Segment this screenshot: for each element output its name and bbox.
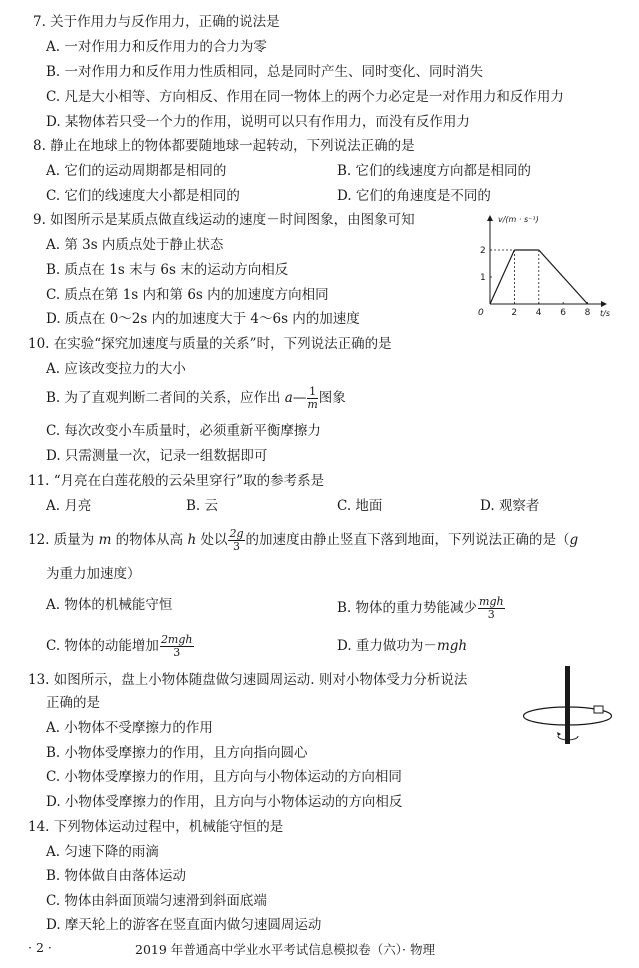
x-tick-label: 4: [535, 308, 542, 318]
q12-acceleration-fraction: $\frac{2g}{3}$: [229, 527, 244, 553]
rotating-disc-figure: [518, 664, 618, 754]
small-block: [594, 706, 603, 713]
q10-option-c: C. 每次改变小车质量时，必须重新平衡摩擦力: [46, 423, 321, 439]
q14-stem: 14. 下列物体运动过程中，机械能守恒的是: [28, 819, 284, 835]
q8-option-d: D. 它们的角速度是不同的: [337, 188, 491, 204]
q11-option-a: A. 月亮: [46, 498, 92, 514]
y-axis-label: v/(m · s⁻¹): [498, 215, 539, 224]
q7-option-b: B. 一对作用力和反作用力性质相同，总是同时产生、同时变化、同时消失: [46, 64, 484, 80]
rotation-arrowhead-icon: [557, 732, 561, 736]
q13-option-c: C. 小物体受摩擦力的作用，且方向与小物体运动的方向相同: [46, 769, 402, 785]
q11-option-c: C. 地面: [337, 498, 383, 514]
q10-option-b: [46, 386, 346, 411]
q10-option-d: D. 只需测量一次，记录一组数据即可: [46, 448, 268, 464]
q12-option-d: D. 重力做功为－mgh: [337, 638, 468, 654]
q13-option-d: D. 小物体受摩擦力的作用，且方向与小物体运动的方向相反: [46, 794, 403, 810]
q12-b-fraction: $\frac{\text{mgh}}{3}$: [479, 595, 504, 621]
shaft: [565, 666, 570, 744]
x-tick-label: 6: [560, 308, 566, 318]
q10-fraction: $\frac{1}{m}$: [307, 385, 318, 411]
q10-option-a: A. 应该改变拉力的大小: [46, 361, 186, 377]
q14-option-b: B. 物体做自由落体运动: [46, 868, 187, 884]
q13-option-a: A. 小物体不受摩擦力的作用: [46, 720, 213, 736]
q7-option-a: A. 一对作用力和反作用力的合力为零: [46, 39, 267, 55]
x-tick-label: 2: [511, 308, 518, 318]
q13-stem-line2: 正确的是: [46, 695, 100, 711]
q9-option-c: C. 质点在第 1s 内和第 6s 内的加速度方向相同: [46, 287, 329, 303]
q9-stem: 9. 如图所示是某质点做直线运动的速度－时间图象，由图象可知: [33, 212, 415, 228]
q14-option-c: C. 物体由斜面顶端匀速滑到斜面底端: [46, 893, 267, 909]
q13-stem: 13. 如图所示，盘上小物体随盘做匀速圆周运动. 则对小物体受力分析说法: [28, 672, 468, 688]
q9-option-a: A. 第 3s 内质点处于静止状态: [46, 237, 224, 253]
q8-stem: 8. 静止在地球上的物体都要随地球一起转动，下列说法正确的是: [33, 138, 415, 154]
series-segment: [490, 250, 514, 304]
q7-option-c: C. 凡是大小相等、方向相反、作用在同一物体上的两个力必定是一对作用力和反作用力: [46, 89, 564, 105]
q10-stem: 10. 在实验“探究加速度与质量的关系”时，下列说法正确的是: [28, 336, 392, 352]
q10-dash: —: [292, 390, 307, 406]
q14-option-d: D. 摩天轮上的游客在竖直面内做匀速圆周运动: [46, 917, 322, 933]
q12-c-fraction: $\frac{\text{2mgh}}{3}$: [160, 633, 193, 659]
page-number: · 2 ·: [28, 940, 52, 955]
q9-option-b: B. 质点在 1s 末与 6s 末的运动方向相反: [46, 262, 289, 278]
y-tick-label: 2: [480, 246, 486, 256]
q10-var-a: a: [284, 390, 293, 406]
q12-stem-line2: 为重力加速度）: [46, 566, 141, 582]
q11-option-d: D. 观察者: [480, 498, 540, 514]
q7-option-d: D. 某物体若只受一个力的作用，说明可以只有作用力，而没有反作用力: [46, 114, 470, 130]
q12-option-b: B. 物体的重力势能减少 $\frac{\text{mgh}}{3}$: [337, 595, 504, 621]
q14-option-a: A. 匀速下降的雨滴: [46, 844, 159, 860]
y-tick-label: 1: [480, 273, 486, 283]
q12-option-a: A. 物体的机械能守恒: [46, 597, 173, 613]
q8-option-c: C. 它们的线速度大小都是相同的: [46, 188, 240, 204]
q9-option-d: D. 质点在 0～2s 内的加速度大于 4～6s 内的加速度: [46, 311, 360, 327]
series-segment: [539, 250, 588, 304]
q12-option-c: C. 物体的动能增加 $\frac{\text{2mgh}}{3}$: [46, 633, 193, 659]
q13-option-b: B. 小物体受摩擦力的作用，且方向指向圆心: [46, 745, 308, 761]
q12-stem: 12. 质量为 m 的物体从高 h 处以 $\frac{2g}{3}$ 的加速度由静止竖直下落到地面，下列说法正确的是（g: [28, 527, 579, 553]
q10-option-b-suffix: 图象: [318, 390, 346, 406]
x-axis-label: t/s: [600, 309, 610, 318]
q8-option-b: B. 它们的线速度方向都是相同的: [337, 163, 532, 179]
q7-stem: 7. 关于作用力与反作用力，正确的说法是: [33, 14, 280, 30]
q8-option-a: A. 它们的运动周期都是相同的: [46, 163, 227, 179]
x-tick-label: 8: [584, 308, 591, 318]
q11-stem: 11. “月亮在白莲花般的云朵里穿行”取的参考系是: [28, 473, 325, 489]
origin-label: 0: [478, 308, 484, 318]
velocity-time-chart: [474, 212, 614, 322]
footer-title: 2019 年普通高中学业水平考试信息模拟卷（六）· 物理: [135, 942, 435, 957]
q10-option-b-text: B. 为了直观判断二者间的关系，应作出: [46, 390, 285, 406]
q11-option-b: B. 云: [186, 498, 219, 514]
